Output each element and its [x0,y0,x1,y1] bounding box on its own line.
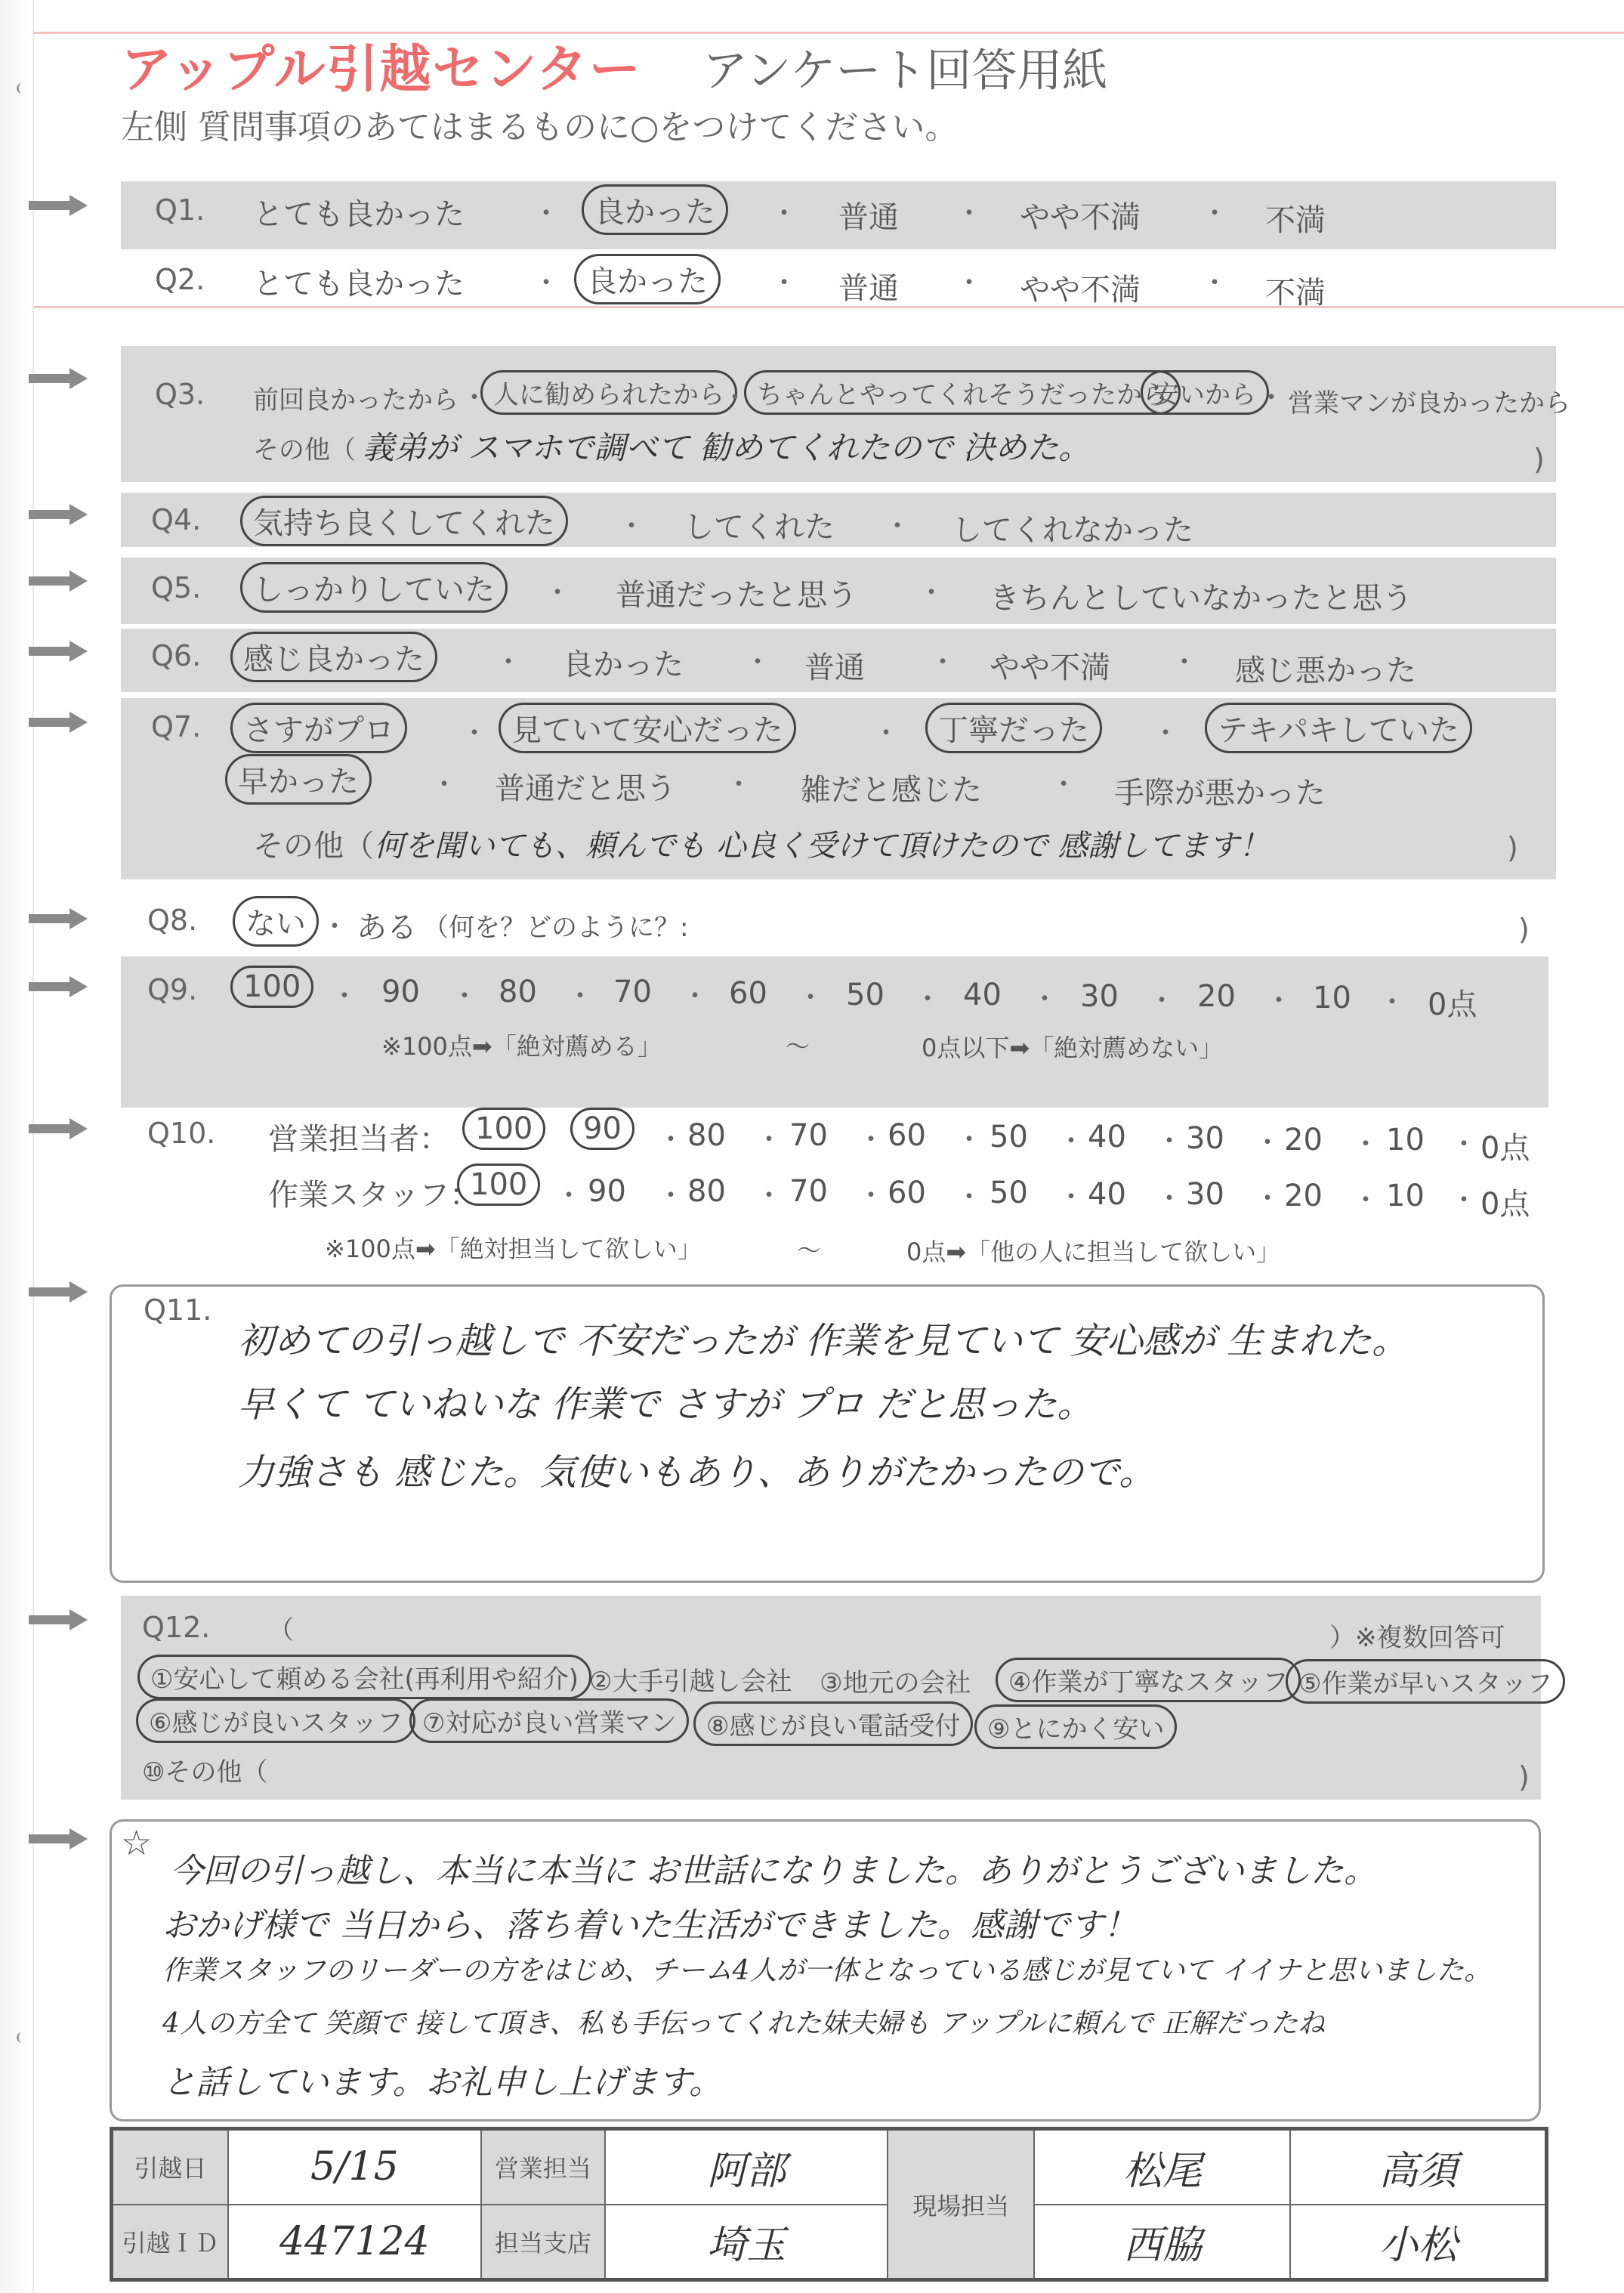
site-staff-name: 松尾 [1034,2129,1290,2205]
q5-option-selected[interactable]: しっかりしていた [240,562,508,613]
q6-option[interactable]: 良かった [563,647,684,682]
q9-label: Q9. [147,973,198,1006]
q10-sales-score[interactable]: 0点 [1480,1131,1530,1166]
brand-logo: アップル引越センター [121,40,642,100]
q5-option[interactable]: 普通だったと思う [616,578,857,613]
q10-staff-score[interactable]: 90 [588,1174,626,1209]
q2-option[interactable]: 普通 [838,271,899,306]
q2-option-selected[interactable]: 良かった [574,254,721,304]
q5-option[interactable]: きちんとしていなかったと思う [990,581,1413,616]
q8-prompt: （何を？どのように？: [423,913,689,943]
arrow-icon [29,195,89,215]
arrow-icon [29,1281,89,1301]
q4-option[interactable]: してくれなかった [952,513,1193,548]
divider [34,32,1624,34]
move-info-table [110,2127,1548,2282]
q11-handwriting-line: 初めての引っ越しで 不安だったが 作業を見ていて 安心感が 生まれた。 [238,1320,1409,1362]
q7-option[interactable]: 手際が悪かった [1114,776,1326,811]
q12-option-selected[interactable]: ⑤作業が早いスタッフ [1286,1659,1565,1704]
divider [34,306,1624,308]
q12-option-other[interactable]: ⑩その他（ [142,1757,268,1788]
arrow-icon [29,641,89,660]
q9-score[interactable]: 70 [613,975,652,1009]
q10-staff-score[interactable]: 80 [687,1174,726,1209]
q6-option[interactable]: やや不満 [990,651,1110,685]
q3-option-selected[interactable]: ちゃんとやってくれそうだったから [744,370,1181,415]
q9-score[interactable]: 80 [499,975,537,1009]
comment-handwriting-line: おかげ様で 当日から、落ち着いた生活ができました。感謝です！ [162,1906,1137,1945]
arrow-icon [29,504,89,524]
q10-sales-selected[interactable]: 90 [570,1108,634,1150]
q10-sales-score[interactable]: 50 [990,1120,1028,1154]
q4-label: Q4. [151,503,202,536]
q3-option-selected[interactable]: 安いから [1141,370,1269,415]
comment-handwriting-line: 作業スタッフのリーダーの方をはじめ、チーム4人が一体となっている感じが見ていて イイナと思いました。 [162,1955,1492,1986]
q6-option-selected[interactable]: 感じ良かった [230,632,437,682]
q9-note-left: ※100点➡「絶対薦める」 [381,1032,662,1061]
arrow-icon [29,908,89,928]
q4-option-selected[interactable]: 気持ち良くしてくれた [240,496,568,546]
arrow-icon [29,1118,89,1138]
q8-option[interactable]: ある [357,910,417,945]
q12-label: Q12. [142,1611,211,1644]
q10-note-left: ※100点➡「絶対担当して欲しい」 [325,1235,702,1263]
q10-label: Q10. [147,1117,216,1150]
q10-sales-selected[interactable]: 100 [462,1108,545,1150]
q10-sales-score[interactable]: 70 [789,1118,828,1153]
q10-staff-score[interactable]: 70 [789,1174,828,1209]
q6-option[interactable]: 感じ悪かった [1235,654,1416,688]
q9-note-right: 0点以下➡「絶対薦めない」 [922,1034,1224,1062]
q2-option[interactable]: とても良かった [253,267,465,301]
q10-note-right: 0点➡「他の人に担当して欲しい」 [906,1238,1281,1266]
q11-handwriting-line: 力強さも 感じた。気使いもあり、ありがたかったので。 [238,1451,1156,1494]
q2-option[interactable]: やや不満 [1020,273,1141,307]
q3-label: Q3. [155,378,205,411]
q9-score[interactable]: 10 [1313,981,1351,1015]
sales-label: 営業担当 [481,2129,606,2205]
q7-option[interactable]: 普通だと思う [495,771,676,806]
q9-score[interactable]: 0点 [1428,987,1477,1022]
move-id-label: 引越ＩＤ [112,2205,229,2280]
site-staff-label: 現場担当 [888,2129,1034,2280]
comment-handwriting-line: と話しています。お礼申し上げます。 [162,2063,722,2102]
q7-option-selected[interactable]: テキパキしていた [1205,703,1472,753]
q1-option[interactable]: 普通 [838,200,899,235]
q11-handwriting-line: 早くて ていねいな 作業で さすが プロ だと思った。 [238,1383,1094,1426]
q6-label: Q6. [151,639,202,672]
q5-label: Q5. [151,571,202,604]
q12-option-selected[interactable]: ④作業が丁寧なスタッフ [996,1658,1301,1702]
q10-staff-score[interactable]: 30 [1186,1177,1224,1212]
q7-other-label: その他（ [253,829,374,864]
q10-staff-score[interactable]: 20 [1284,1179,1323,1213]
q9-score[interactable]: 30 [1080,979,1119,1014]
move-date-value: 5/15 [228,2129,481,2205]
q1-option[interactable]: やや不満 [1020,200,1141,235]
move-date-label: 引越日 [112,2129,229,2205]
q10-sales-score[interactable]: 20 [1284,1123,1323,1157]
q8-label: Q8. [147,904,198,937]
q10-sales-score[interactable]: 30 [1186,1121,1224,1156]
q10-sales-label: 営業担当者： [268,1122,449,1157]
q7-option-selected[interactable]: 丁寧だった [925,703,1102,753]
form-title: アンケート回答用紙 [702,45,1108,97]
arrow-icon [29,570,89,590]
comment-handwriting-line: 4人の方全て 笑顔で 接して頂き、私も手伝ってくれた妹夫婦も アップルに頼んで 正解だったね [162,2008,1326,2039]
arrow-icon [29,1609,89,1629]
q7-option[interactable]: 雑だと感じた [801,773,982,808]
q7-option-selected[interactable]: さすがプロ [230,703,407,753]
comment-handwriting-line: 今回の引っ越し、本当に本当に お世話になりました。ありがとうございました。 [170,1852,1377,1890]
q3-option[interactable]: 営業マンが良かったから [1288,388,1570,419]
q1-option[interactable]: とても良かった [253,197,465,232]
q7-other-handwriting: 何を聞いても、頼んでも 心良く受けて頂けたので 感謝してます！ [374,829,1270,864]
q7-label: Q7. [151,710,202,743]
q3-option[interactable]: 前回良かったから [253,385,458,416]
arrow-icon [29,976,89,996]
q12-option-selected[interactable]: ⑥感じが良いスタッフ [136,1698,415,1743]
punch-hole [17,2032,24,2043]
branch-label: 担当支店 [481,2205,606,2280]
q3-other-handwriting: 義弟が スマホで調べて 勧めてくれたので 決めた。 [363,429,1091,466]
q9-score[interactable]: 50 [846,978,885,1012]
site-staff-name: 高須 [1290,2129,1546,2205]
q11-label: Q11. [144,1293,212,1327]
star-icon: ☆ [121,1822,153,1863]
binder-margin [0,0,34,2293]
q10-sales-score[interactable]: 60 [888,1118,926,1153]
q1-label: Q1. [155,193,205,227]
form-header [121,29,1556,100]
q2-option[interactable]: 不満 [1265,276,1326,311]
instruction-text: 左側 質問事項のあてはまるものに○をつけてください。 [121,108,959,147]
q3-option-selected[interactable]: 人に勧められたから [480,370,737,415]
site-staff-name: 小松 [1290,2205,1546,2280]
punch-hole [17,83,24,94]
q10-note-mid: 〜 [797,1236,822,1265]
q9-score-selected[interactable]: 100 [230,966,313,1008]
q12-option-selected[interactable]: ⑦対応が良い営業マン [409,1698,689,1743]
q8-option-selected[interactable]: ない [233,896,319,947]
q10-sales-score[interactable]: 80 [687,1118,726,1153]
q1-option[interactable]: 不満 [1265,203,1326,238]
q10-staff-score[interactable]: 60 [888,1176,926,1210]
q2-label: Q2. [155,263,205,296]
q12-option[interactable]: ③地元の会社 [820,1668,971,1698]
q7-option-selected[interactable]: 見ていて安心だった [499,703,796,753]
q9-score[interactable]: 20 [1197,979,1236,1014]
q12-option-selected[interactable]: ⑨とにかく安い [974,1704,1177,1749]
q9-score[interactable]: 90 [381,975,420,1009]
q10-staff-selected[interactable]: 100 [457,1163,540,1206]
arrow-icon [29,368,89,388]
q3-other-label: その他（ [253,435,356,465]
q9-note-mid: 〜 [786,1032,810,1061]
q10-sales-score[interactable]: 10 [1386,1123,1425,1157]
q10-staff-score[interactable]: 40 [1088,1177,1126,1212]
q10-staff-label: 作業スタッフ： [268,1178,480,1213]
q6-option[interactable]: 普通 [804,651,865,685]
q10-staff-score[interactable]: 50 [990,1176,1028,1210]
site-staff-name: 西脇 [1034,2205,1290,2280]
q1-option-selected[interactable]: 良かった [582,184,728,235]
q10-staff-score[interactable]: 0点 [1480,1187,1530,1222]
q10-staff-score[interactable]: 10 [1386,1179,1425,1213]
q12-option-selected[interactable]: ⑧感じが良い電話受付 [693,1701,973,1746]
arrow-icon [29,712,89,731]
q4-option[interactable]: してくれた [684,510,835,545]
q10-sales-score[interactable]: 40 [1088,1120,1126,1154]
q12-multi-note: ）※複数回答可 [1329,1623,1505,1653]
q9-score[interactable]: 40 [963,978,1002,1012]
q9-score[interactable]: 60 [729,976,767,1011]
q7-option-selected[interactable]: 早かった [225,754,372,805]
move-id-value: 447124 [228,2205,481,2280]
arrow-icon [29,1828,89,1848]
branch-value: 埼玉 [605,2205,888,2280]
q12-option[interactable]: ②大手引越し会社 [589,1667,792,1697]
q12-option-selected[interactable]: ①安心して頼める会社(再利用や紹介) [137,1655,591,1699]
sales-value: 阿部 [605,2129,888,2205]
